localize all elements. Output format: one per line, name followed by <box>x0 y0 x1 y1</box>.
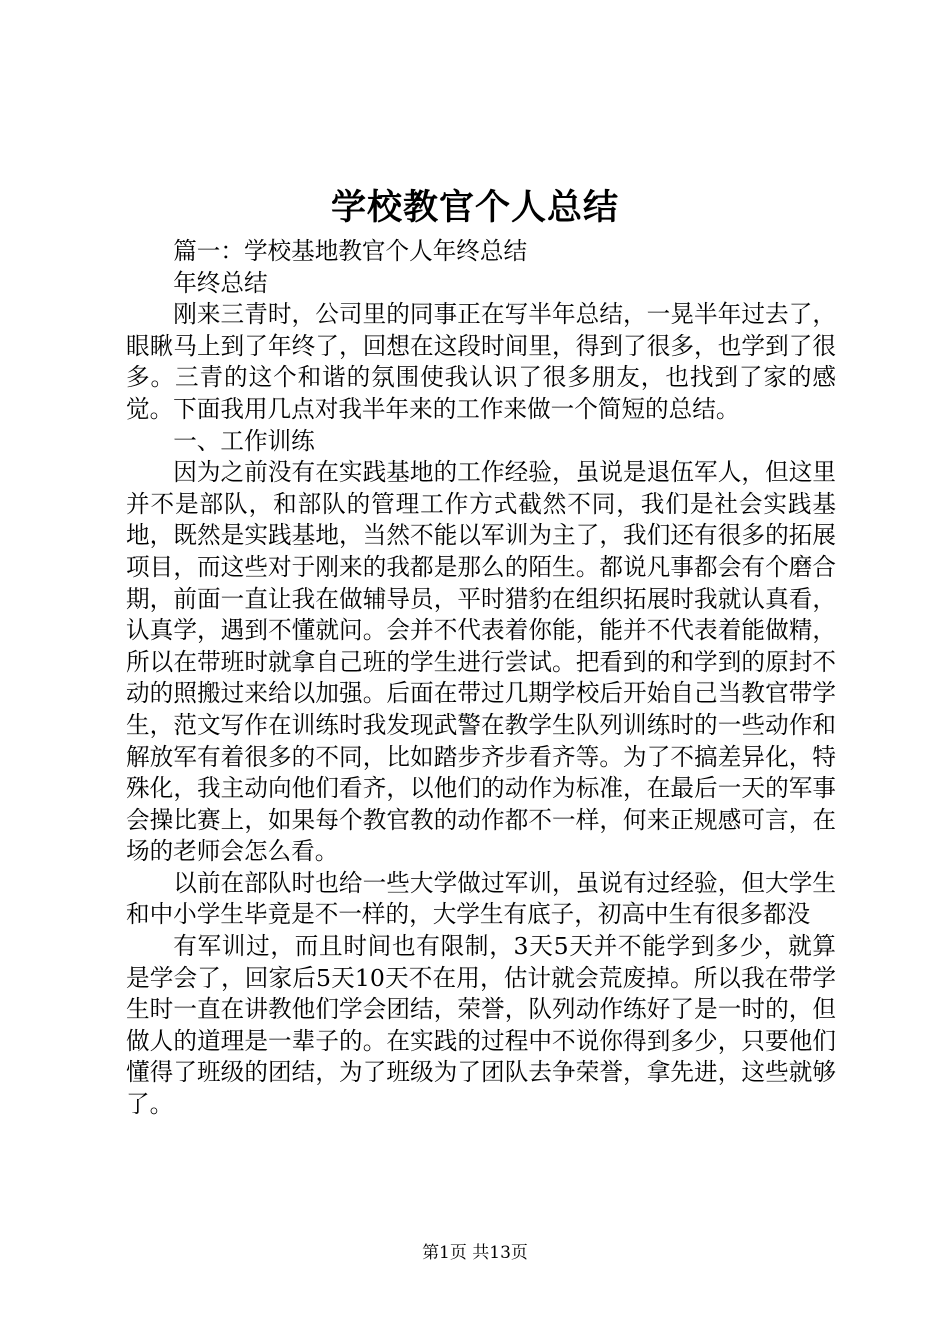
subheading: 年终总结 <box>173 268 268 297</box>
document-title: 学校教官个人总结 <box>330 187 619 228</box>
page-number-footer: 第1页 共13页 <box>422 1243 528 1263</box>
subsection-heading: 一、工作训练 <box>173 426 315 455</box>
document-body <box>126 236 836 1121</box>
paragraph: 刚来三青时，公司里的同事正在写半年总结，一晃半年过去了，眼瞅马上到了年终了，回想在这段时间里，得到了很多，也学到了很多。三青的这个和谐的氛围使我认识了很多朋友，也找到了家的感觉。下面我用几点对我半年来的工作来做一个简短的总结。 <box>126 300 836 423</box>
paragraph: 因为之前没有在实践基地的工作经验，虽说是退伍军人，但这里并不是部队，和部队的管理工作方式截然不同，我们是社会实践基地，既然是实践基地，当然不能以军训为主了，我们还有很多的拓展项目，而这些对于刚来的我都是那么的陌生。都说凡事都会有个磨合期，前面一直让我在做辅导员，平时猎豹在组织拓展时我就认真看，认真学，遇到不懂就问。会并不代表着你能，能并不代表着能做精，所以在带班时就拿自己班的学生进行尝试。把看到的和学到的原封不动的照搬过来给以加强。后面在带过几期学校后开始自己当教官带学生，范文写作在训练时我发现武警在教学生队列训练时的一些动作和解放军有着很多的不同，比如踏步齐步看齐等。为了不搞差异化，特殊化，我主动向他们看齐，以他们的动作为标准，在最后一天的军事会操比赛上，如果每个教官教的动作都不一样，何来正规感可言，在场的老师会怎么看。 <box>126 458 836 866</box>
paragraph: 以前在部队时也给一些大学做过军训，虽说有过经验，但大学生和中小学生毕竟是不一样的，大学生有底子，初高中生有很多都没 <box>126 868 836 929</box>
paragraph: 有军训过，而且时间也有限制，3天5天并不能学到多少，就算是学会了，回家后5天10天不在用，估计就会荒废掉。所以我在带学生时一直在讲教他们学会团结，荣誉，队列动作练好了是一时的，但做人的道理是一辈子的。在实践的过程中不说你得到多少，只要他们懂得了班级的团结，为了班级为了团队去争荣誉，拿先进，这些就够了。 <box>126 932 836 1119</box>
section-heading: 篇一：学校基地教官个人年终总结 <box>173 237 528 265</box>
